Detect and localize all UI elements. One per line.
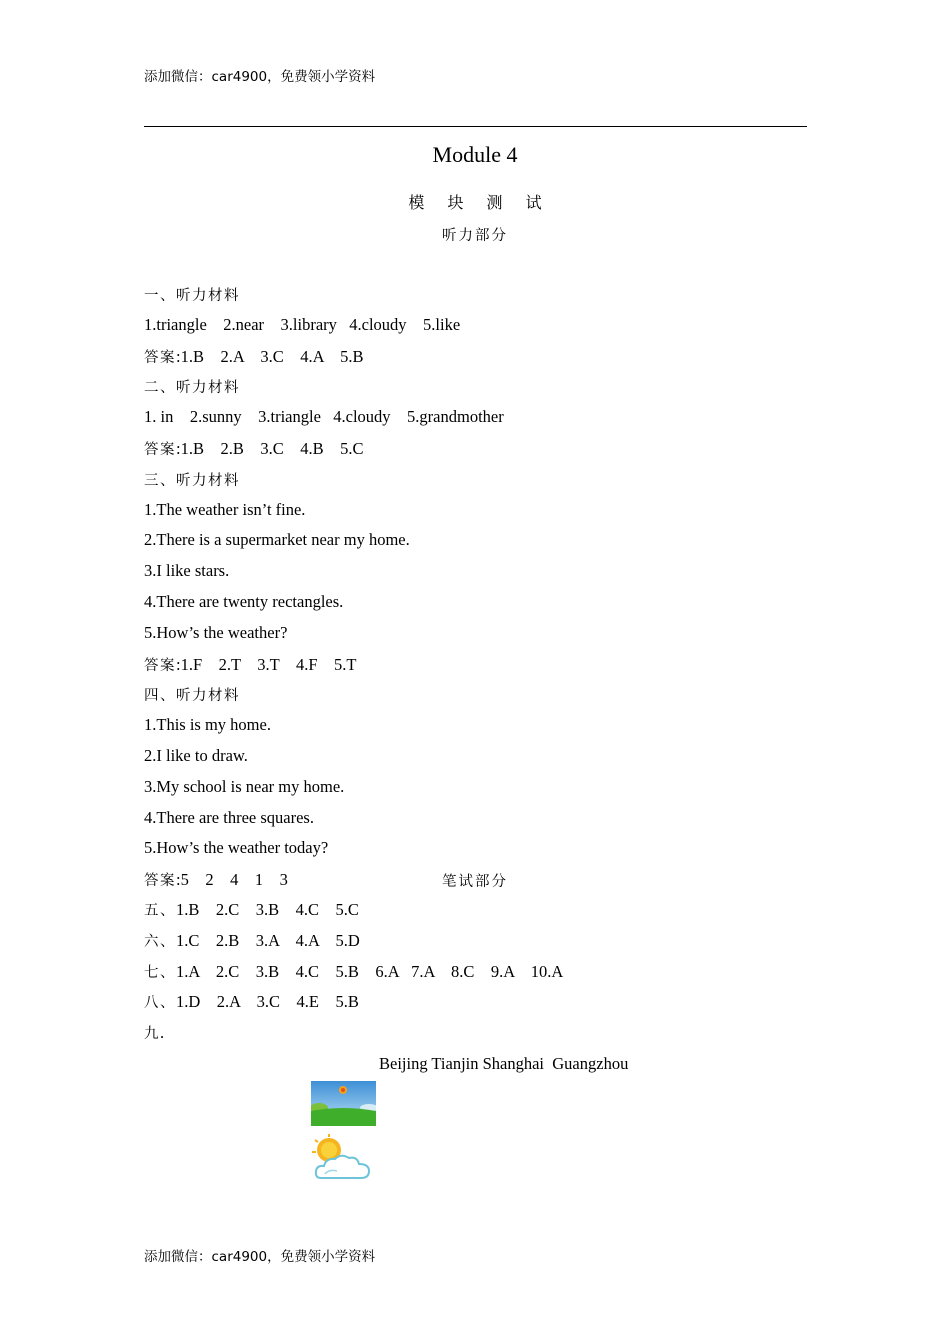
listening-line [144,284,240,305]
listening-line-text: 5.How’s the weather today? [144,838,329,858]
listening-line-text: 1.triangle 2.near 3.library 4.cloudy 5.like [144,314,461,334]
listening-line [144,530,410,550]
header-note: 添加微信：car4900，免费领小学资料 [144,69,376,85]
listening-line-cn: 答案 [144,657,176,674]
listening-line [144,346,364,367]
listening-line-text: 4.There are three squares. [144,807,314,827]
listening-line-text: 1. in 2.sunny 3.triangle 4.cloudy 5.grandmother [144,407,504,427]
listening-line-cn: 三、听力材料 [144,472,240,489]
answer-line-text: 1.D 2.A 3.C 4.E 5.B [176,992,359,1012]
listening-line-text: 1.This is my home. [144,715,271,735]
answer-line [144,961,563,982]
listening-line-cn: 答案 [144,442,176,458]
listening-line-cn: 答案 [144,873,176,890]
listening-line [144,407,504,427]
partly-cloudy-picture [311,1134,375,1184]
listening-line [144,561,229,581]
listening-line [144,684,240,705]
listening-line-text: 2.There is a supermarket near my home. [144,530,410,550]
listening-line-cn: 一、听力材料 [144,288,240,304]
sunny-weather-picture [311,1081,376,1126]
listening-line-text: :5 2 4 1 3 [176,870,288,890]
listening-line-text: 2.I like to draw. [144,746,248,765]
listening-line-text: :1.F 2.T 3.T 4.F 5.T [176,654,357,674]
listening-line [144,376,240,397]
listening-line-cn: 四、听力材料 [144,688,240,705]
listening-line [144,777,344,797]
listening-line [144,438,364,459]
listening-line [144,469,240,490]
listening-line-text: 5.How’s the weather? [144,622,288,642]
listening-line [144,746,248,766]
answer-line-text: 1.A 2.C 3.B 4.C 5.B 6.A 7.A 8.C 9.A 10.A [176,961,564,981]
footer-note: 添加微信：car4900，免费领小学资料 [144,1249,376,1265]
listening-line [144,315,460,335]
answer-line-cn: 九 [144,1026,160,1043]
answer-line [144,991,359,1012]
city-labels: Beijing Tianjin Shanghai Guangzhou [379,1054,629,1073]
answer-line-text: . [160,1023,165,1043]
page-title: Module 4 [432,142,518,167]
listening-line [144,808,314,828]
listening-line-cn: 二、听力材料 [144,380,240,397]
answer-line [144,930,360,951]
answer-line [144,1022,164,1043]
header-rule [144,126,807,127]
listening-line [144,715,271,735]
listening-line [144,500,305,520]
listening-line-text: 3.I like stars. [144,561,230,581]
answer-line-cn: 五、 [144,903,176,919]
writing-heading: 笔试部分 [442,874,508,890]
listening-line [144,623,287,643]
listening-line-text: 4.There are twenty rectangles. [144,592,344,611]
answer-line-cn: 八、 [144,995,176,1012]
listening-line-cn: 答案 [144,349,176,366]
listening-line-text: 1.The weather isn’t fine. [144,499,306,519]
subtitle: 模 块 测 试 [408,193,551,212]
listening-line-text: :1.B 2.B 3.C 4.B 5.C [176,439,364,458]
listening-line [144,838,328,858]
answer-line-cn: 六、 [144,933,176,950]
listening-line-text: :1.B 2.A 3.C 4.A 5.B [176,346,364,366]
listening-heading: 听力部分 [442,228,508,244]
answer-line-text: 1.B 2.C 3.B 4.C 5.C [176,900,359,919]
answer-line [144,899,359,920]
listening-line [144,592,343,612]
answer-line-text: 1.C 2.B 3.A 4.A 5.D [176,930,360,950]
answer-line-cn: 七、 [144,964,176,981]
listening-line [144,654,356,675]
listening-line-text: 3.My school is near my home. [144,776,345,796]
